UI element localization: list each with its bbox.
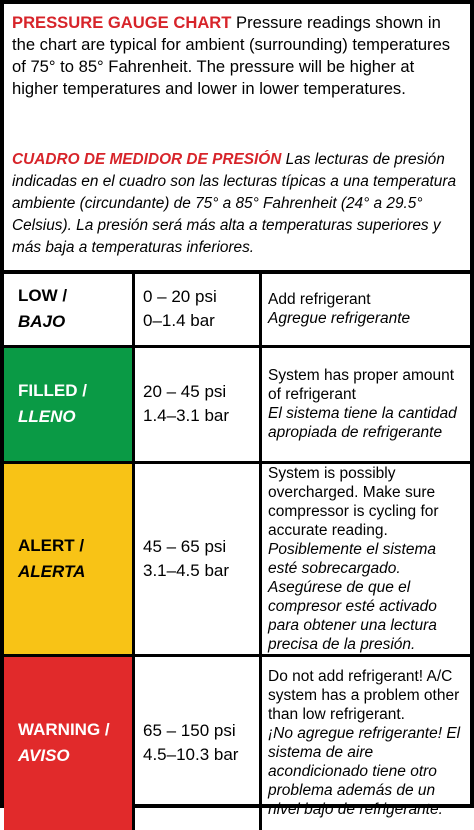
level-cell-warning	[4, 655, 134, 830]
level-label-en: WARNING /	[18, 720, 110, 740]
level-label-es: ALERTA	[18, 561, 86, 581]
level-label-en: FILLED /	[18, 381, 87, 400]
intro-spanish-text: Las lecturas de presión indicadas en el cuadro son las lecturas típicas a una temperatura ambiente (circundante) de 75° a 85° Fahrenheit (24° a 29.5° Celsius). La presión será más alta a temperaturas superiores y más baja a temperaturas inferiores.	[12, 151, 457, 256]
table-row-filled	[4, 346, 470, 462]
intro-spanish	[12, 149, 464, 259]
range-cell-low	[134, 272, 261, 346]
table-row-warning	[4, 655, 470, 830]
table-row-alert	[4, 462, 470, 655]
range-cell-warning	[134, 655, 261, 830]
level-cell-alert	[4, 462, 134, 655]
description-en: Do not add refrigerant! A/C system has a problem other than low refrigerant.	[268, 668, 460, 724]
level-label-en: ALERT /	[18, 535, 85, 555]
range-cell-alert	[134, 462, 261, 655]
level-label-es: LLENO	[18, 407, 76, 426]
intro-english	[12, 12, 464, 100]
chart-title-spanish: CUADRO DE MEDIDOR DE PRESIÓN	[12, 151, 282, 168]
pressure-table	[4, 270, 470, 830]
bar-range: 0–1.4 bar	[143, 311, 215, 331]
level-cell-low	[4, 272, 134, 346]
description-en: Add refrigerant	[268, 291, 371, 309]
range-cell-filled	[134, 346, 261, 462]
bar-range: 1.4–3.1 bar	[143, 406, 230, 425]
level-label-en: LOW /	[18, 286, 68, 306]
psi-range: 0 – 20 psi	[143, 287, 217, 307]
description-en: System is possibly overcharged. Make sure compressor is cycling for accurate reading.	[268, 464, 439, 539]
bar-range: 3.1–4.5 bar	[143, 560, 230, 580]
bar-range: 4.5–10.3 bar	[143, 745, 239, 765]
description-es: ¡No agregue refrigerante! El sistema de aire acondicionado tiene otro problema además de un nivel bajo de refrigerante.	[268, 725, 461, 819]
description-es: Agregue refrigerante	[268, 310, 411, 328]
level-cell-filled	[4, 346, 134, 462]
description-cell-warning	[261, 655, 471, 830]
description-es: El sistema tiene la cantidad apropiada de refrigerante	[268, 405, 457, 441]
level-label-es: BAJO	[18, 312, 66, 332]
intro-english-text: Pressure readings shown in the chart are typical for ambient (surrounding) temperatures of 75° to 85° Fahrenheit. The pressure will be higher at higher temperatures and lower in lower temperatures.	[12, 13, 451, 98]
description-en: System has proper amount of refrigerant	[268, 367, 455, 403]
level-label-es: AVISO	[18, 746, 70, 766]
description-es: Posiblemente el sistema esté sobrecargado. Asegúrese de que el compresor esté activado para obtener una lectura precisa de la presión.	[268, 540, 437, 653]
chart-title-english: PRESSURE GAUGE CHART	[12, 13, 232, 32]
table-row-low	[4, 272, 470, 346]
psi-range: 65 – 150 psi	[143, 721, 236, 741]
psi-range: 20 – 45 psi	[143, 382, 227, 401]
psi-range: 45 – 65 psi	[143, 536, 227, 556]
description-cell-low	[261, 272, 471, 346]
description-cell-filled	[261, 346, 471, 462]
description-cell-alert	[261, 462, 471, 655]
